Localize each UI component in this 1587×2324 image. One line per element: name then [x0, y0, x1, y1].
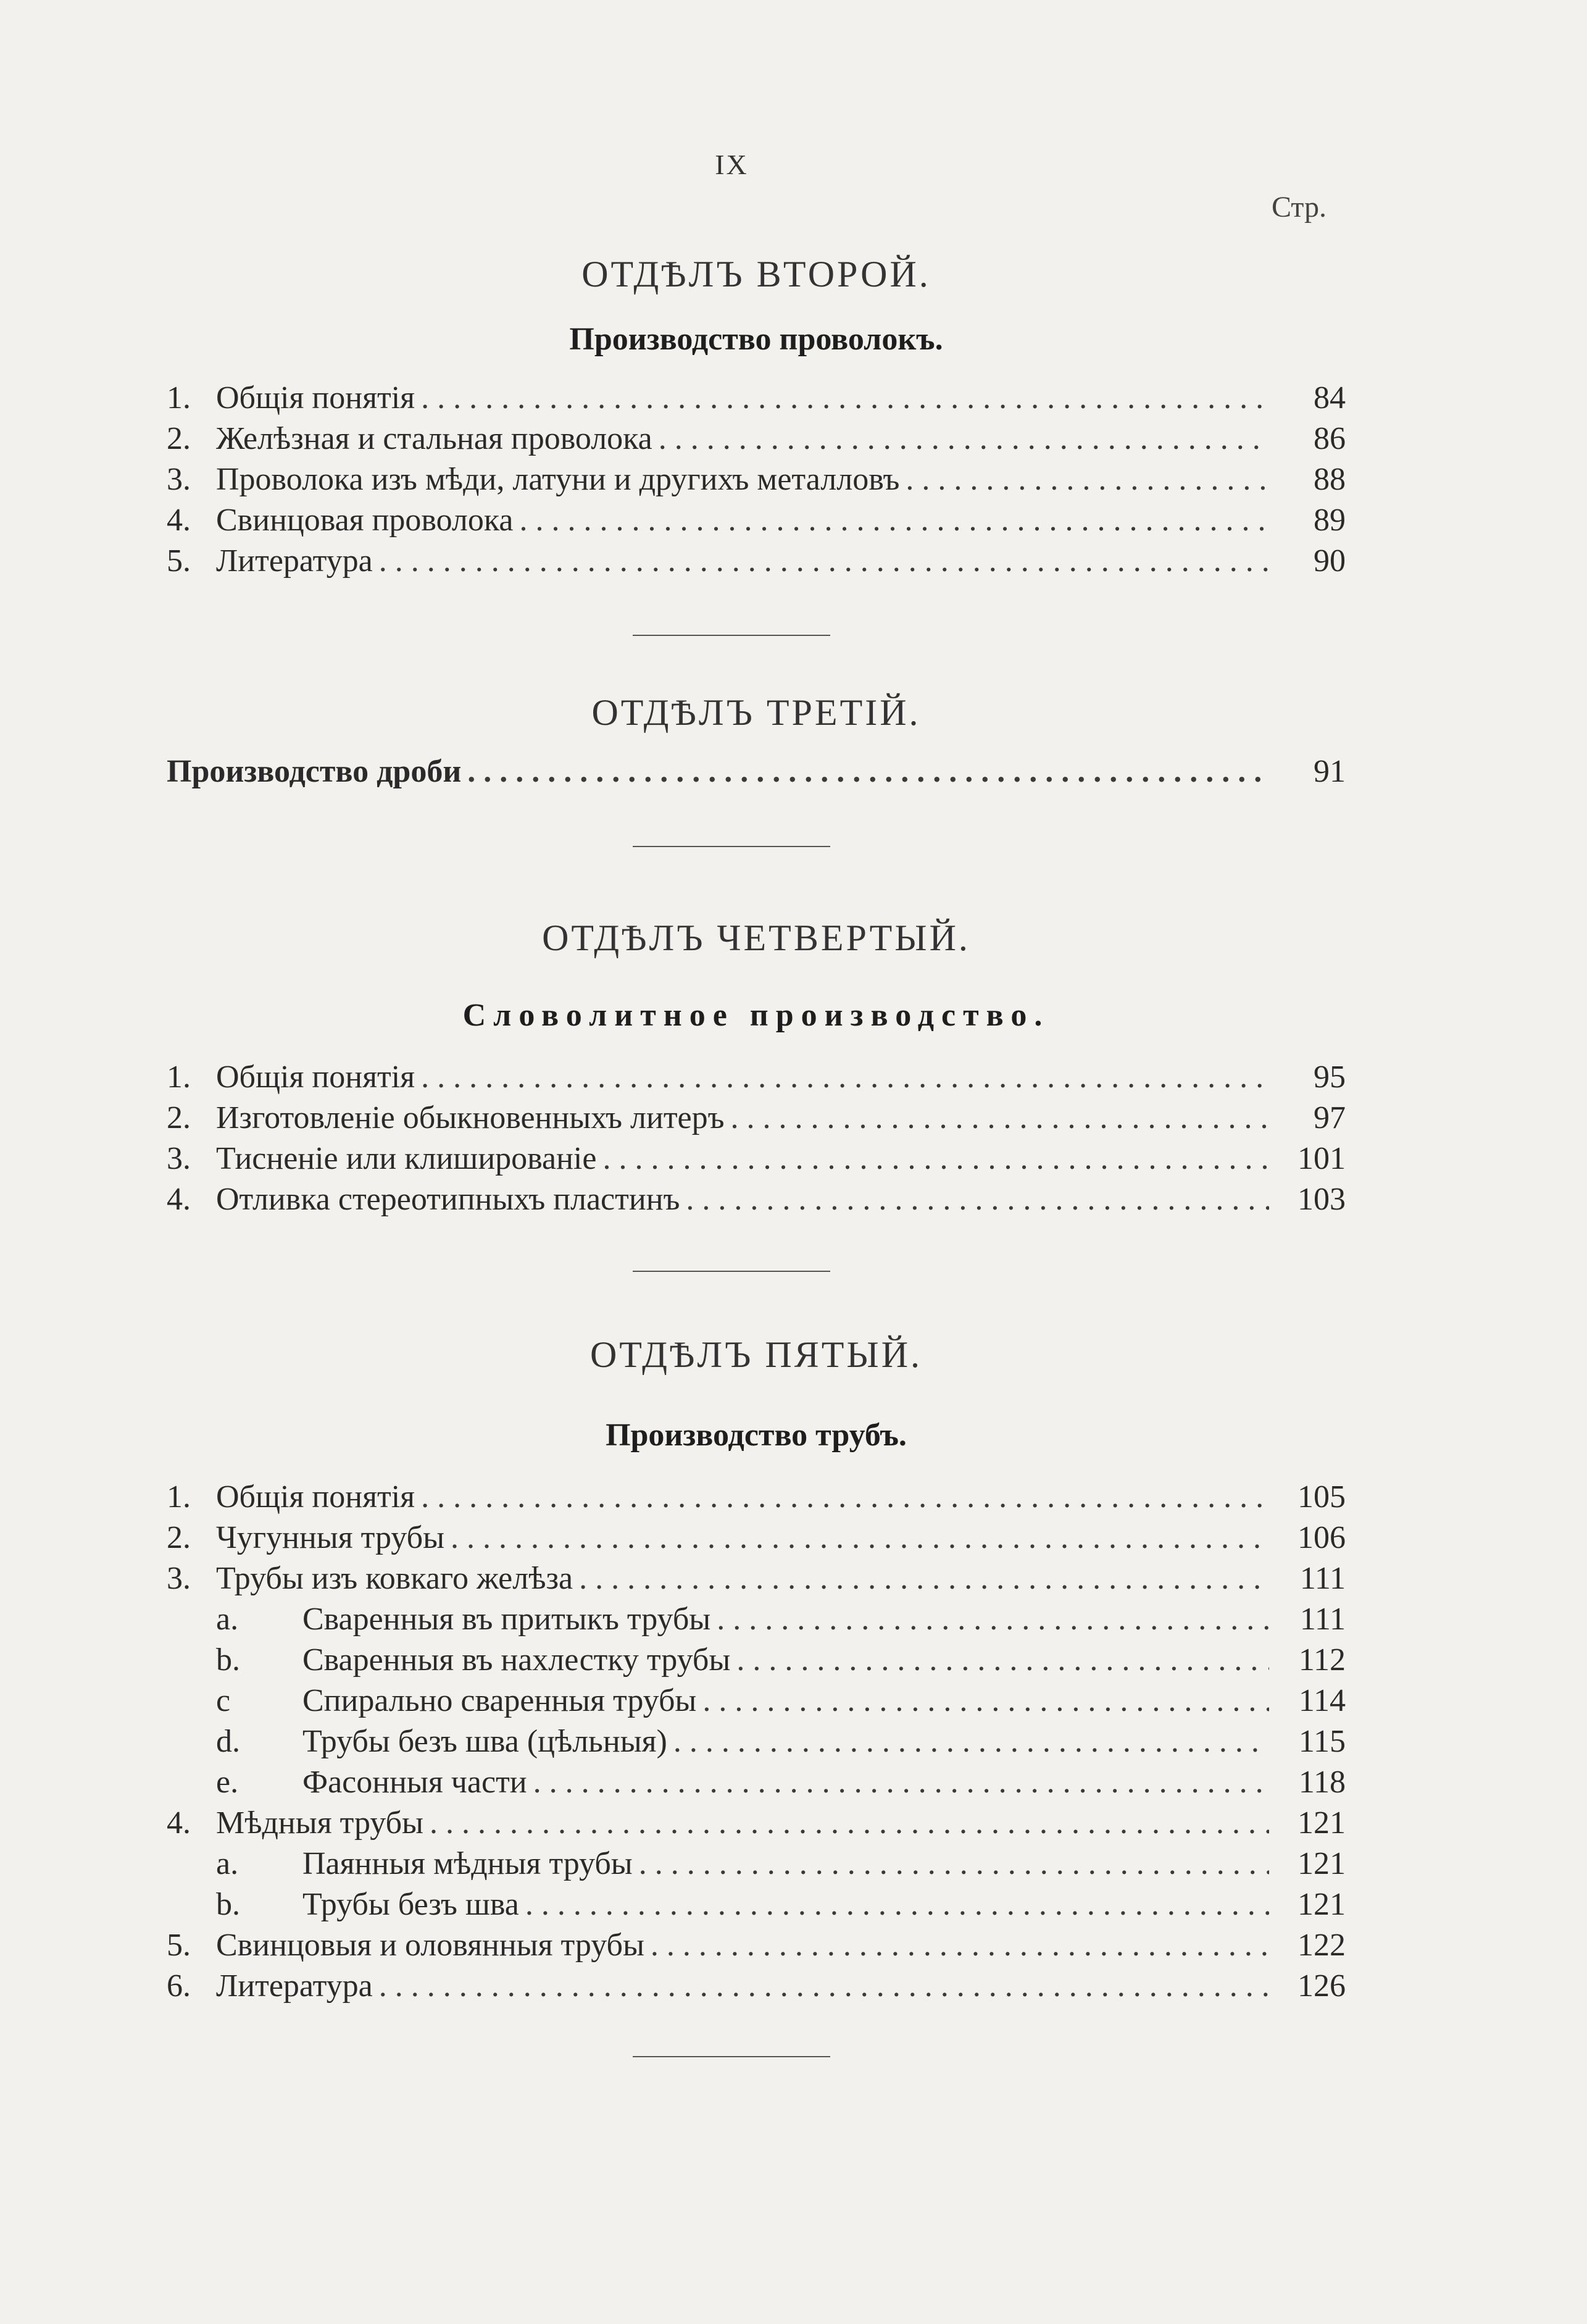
dot-leader — [633, 1845, 1269, 1882]
toc-entry — [167, 1519, 1346, 1560]
dot-leader — [667, 1723, 1269, 1760]
entry-letter: e. — [216, 1765, 239, 1800]
entry-page: 122 — [1298, 1928, 1346, 1963]
dot-leader — [519, 1886, 1269, 1923]
dot-leader — [415, 1479, 1269, 1515]
entry-title: Трубы изъ ковкаго желѣза — [216, 1561, 573, 1596]
entry-title: Общія понятія — [216, 1479, 415, 1515]
toc-list — [167, 380, 1346, 583]
toc-entry — [167, 1927, 1346, 1968]
entry-page: 126 — [1298, 1968, 1346, 2004]
toc-entry — [167, 543, 1346, 583]
toc-subentry — [167, 1845, 1346, 1886]
dot-leader — [573, 1560, 1269, 1597]
toc-entry — [167, 1140, 1346, 1181]
entry-title: Отливка стереотипныхъ пластинъ — [216, 1182, 680, 1217]
toc-entry — [167, 1560, 1346, 1601]
dot-leader — [423, 1805, 1269, 1841]
toc-entry — [167, 1181, 1346, 1222]
toc-entry — [167, 1059, 1346, 1100]
dot-leader — [444, 1519, 1269, 1556]
dot-leader — [730, 1642, 1269, 1678]
entry-page: 97 — [1314, 1100, 1346, 1135]
entry-number: 4. — [167, 1805, 191, 1841]
entry-page: 111 — [1299, 1602, 1346, 1637]
entry-page: 95 — [1314, 1060, 1346, 1095]
entry-number: 6. — [167, 1968, 191, 2004]
toc-entry — [167, 461, 1346, 502]
section-divider — [633, 2056, 830, 2057]
toc-subentry — [167, 1642, 1346, 1682]
toc-list — [167, 1059, 1346, 1222]
entry-title: Паянныя мѣдныя трубы — [302, 1846, 633, 1881]
dot-leader — [415, 380, 1269, 416]
entry-number: 4. — [167, 1182, 191, 1217]
toc-entry — [167, 420, 1346, 461]
section-divider — [633, 1271, 830, 1272]
entry-page: 105 — [1298, 1479, 1346, 1515]
entry-title: Свинцовая проволока — [216, 503, 514, 538]
entry-number: 3. — [167, 1561, 191, 1596]
toc-subentry — [167, 1601, 1346, 1642]
entry-page: 106 — [1298, 1520, 1346, 1555]
section-heading: ОТДѢЛЪ ТРЕТІЙ. — [591, 692, 921, 733]
dot-leader — [899, 461, 1269, 498]
entry-page: 112 — [1298, 1642, 1346, 1678]
dot-leader — [513, 502, 1269, 538]
entry-number: 4. — [167, 503, 191, 538]
entry-title: Желѣзная и стальная проволока — [216, 421, 652, 456]
toc-entry — [167, 380, 1346, 420]
page-number: IX — [715, 149, 749, 180]
entry-title: Литература — [216, 543, 373, 579]
dot-leader — [725, 1100, 1269, 1136]
entry-page: 91 — [1314, 754, 1346, 789]
entry-page: 111 — [1299, 1561, 1346, 1596]
toc-entry — [167, 1479, 1346, 1519]
page-column-label: Стр. — [1272, 191, 1327, 224]
entry-number: 2. — [167, 1520, 191, 1555]
entry-page: 118 — [1298, 1765, 1346, 1800]
entry-title: Производство дроби — [167, 754, 462, 789]
entry-number: 1. — [167, 380, 191, 416]
entry-title: Трубы безъ шва (цѣльныя) — [302, 1724, 667, 1759]
entry-title: Чугунныя трубы — [216, 1520, 445, 1555]
dot-leader — [461, 753, 1269, 790]
section-subheading: Производство проволокъ. — [569, 322, 943, 357]
dot-leader — [373, 1968, 1269, 2004]
toc-entry — [167, 1805, 1346, 1845]
entry-number: 2. — [167, 1100, 191, 1135]
section-heading: ОТДѢЛЪ ВТОРОЙ. — [581, 254, 931, 295]
section-subheading: Словолитное производство. — [462, 998, 1050, 1033]
dot-leader — [596, 1140, 1269, 1177]
entry-title: Тисненіе или клишированіе — [216, 1141, 597, 1176]
entry-title: Фасонныя части — [302, 1765, 527, 1800]
section-subheading: Производство трубъ. — [606, 1418, 907, 1453]
entry-title: Свинцовыя и оловянныя трубы — [216, 1928, 644, 1963]
section-divider — [633, 846, 830, 847]
dot-leader — [373, 543, 1269, 579]
entry-number: 5. — [167, 543, 191, 579]
entry-letter: a. — [216, 1846, 239, 1881]
dot-leader — [652, 420, 1269, 457]
toc-entry — [167, 753, 1346, 794]
entry-number: 5. — [167, 1928, 191, 1963]
entry-letter: c — [216, 1683, 231, 1718]
entry-number: 3. — [167, 462, 191, 497]
section-divider — [633, 635, 830, 636]
dot-leader — [680, 1181, 1269, 1218]
entry-page: 84 — [1314, 380, 1346, 416]
toc-entry — [167, 502, 1346, 543]
entry-page: 90 — [1314, 543, 1346, 579]
entry-number: 1. — [167, 1060, 191, 1095]
entry-page: 121 — [1298, 1846, 1346, 1881]
entry-title: Проволока изъ мѣди, латуни и другихъ металловъ — [216, 462, 900, 497]
entry-page: 121 — [1298, 1887, 1346, 1922]
dot-leader — [644, 1927, 1269, 1963]
entry-letter: a. — [216, 1602, 239, 1637]
entry-title: Трубы безъ шва — [302, 1887, 519, 1922]
entry-page: 114 — [1298, 1683, 1346, 1718]
toc-list — [167, 1479, 1346, 2008]
entry-letter: b. — [216, 1642, 240, 1678]
entry-page: 115 — [1298, 1724, 1346, 1759]
entry-title: Изготовленіе обыкновенныхъ литеръ — [216, 1100, 725, 1135]
entry-title: Сваренныя въ нахлестку трубы — [302, 1642, 731, 1678]
entry-page: 86 — [1314, 421, 1346, 456]
entry-letter: b. — [216, 1887, 240, 1922]
dot-leader — [415, 1059, 1269, 1095]
entry-title: Литература — [216, 1968, 373, 2004]
entry-number: 2. — [167, 421, 191, 456]
toc-subentry — [167, 1682, 1346, 1723]
toc-entry — [167, 1100, 1346, 1140]
toc-list — [167, 753, 1346, 794]
dot-leader — [696, 1682, 1269, 1719]
entry-number: 1. — [167, 1479, 191, 1515]
toc-subentry — [167, 1886, 1346, 1927]
entry-title: Сваренныя въ притыкъ трубы — [302, 1602, 711, 1637]
entry-page: 103 — [1298, 1182, 1346, 1217]
toc-subentry — [167, 1764, 1346, 1805]
entry-number: 3. — [167, 1141, 191, 1176]
section-heading: ОТДѢЛЪ ПЯТЫЙ. — [589, 1334, 923, 1375]
entry-page: 101 — [1298, 1141, 1346, 1176]
toc-entry — [167, 1968, 1346, 2008]
dot-leader — [527, 1764, 1269, 1800]
entry-letter: d. — [216, 1724, 240, 1759]
entry-title: Мѣдныя трубы — [216, 1805, 423, 1841]
entry-title: Спирально сваренныя трубы — [302, 1683, 697, 1718]
toc-subentry — [167, 1723, 1346, 1764]
entry-title: Общія понятія — [216, 380, 415, 416]
entry-page: 121 — [1298, 1805, 1346, 1841]
section-heading: ОТДѢЛЪ ЧЕТВЕРТЫЙ. — [542, 917, 970, 958]
entry-page: 88 — [1314, 462, 1346, 497]
entry-title: Общія понятія — [216, 1060, 415, 1095]
entry-page: 89 — [1314, 503, 1346, 538]
dot-leader — [710, 1601, 1269, 1637]
